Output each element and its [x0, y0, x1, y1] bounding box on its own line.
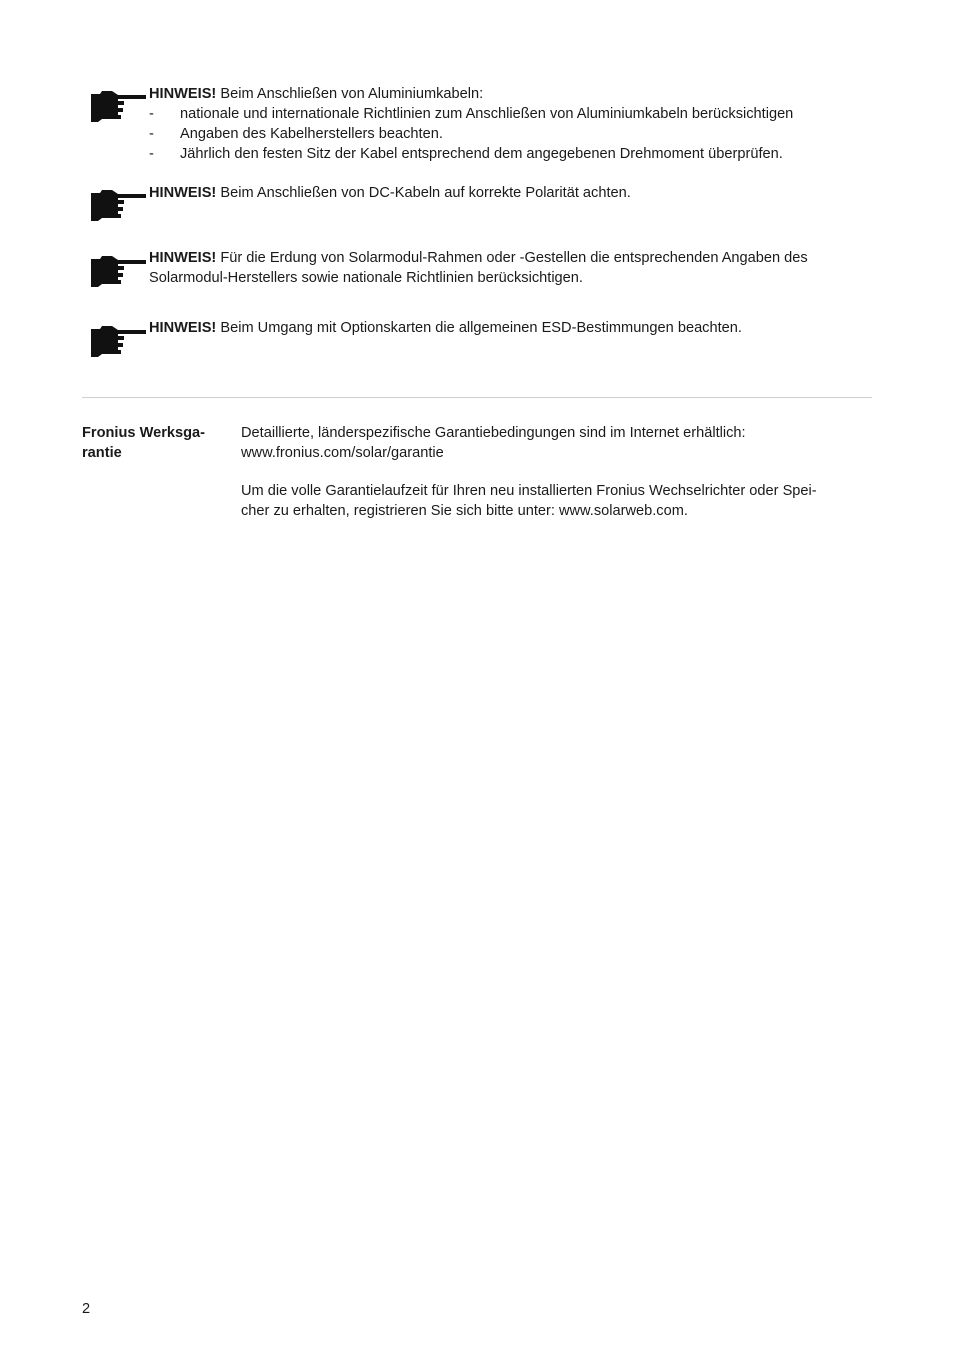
notice-label: HINWEIS! [149, 320, 217, 336]
bullet-dash: - [149, 126, 154, 142]
notice-text: Beim Anschließen von DC-Kabeln auf korrekte Polarität achten. [216, 185, 631, 201]
section-divider [82, 397, 872, 398]
warranty-paragraph: Detaillierte, länderspezifische Garantiebedingungen sind im Internet erhältlich: www.fronius.com/solar/garantie [241, 425, 746, 461]
list-item: - nationale und internationale Richtlinien zum Anschließen von Aluminiumkabeln berücksichtigen [149, 106, 794, 122]
notice-label: HINWEIS! [149, 185, 217, 201]
notice-text: Beim Umgang mit Optionskarten die allgemeinen ESD-Bestimmungen beachten. [216, 320, 742, 336]
warranty-body [241, 423, 874, 539]
list-item: - Angaben des Kabelherstellers beachten. [149, 126, 443, 142]
notice-text: Für die Erdung von Solarmodul-Rahmen oder -Gestellen die entsprechenden Angaben des Solarmodul-Herstellers sowie nationale Richtlinien berücksichtigen. [149, 250, 808, 286]
pointing-hand-icon [88, 88, 148, 124]
warranty-url: www.fronius.com/solar/garantie [241, 445, 444, 461]
bullet-dash: - [149, 146, 154, 162]
notice-label: HINWEIS! [149, 86, 217, 102]
pointing-hand-icon [88, 187, 148, 223]
pointing-hand-icon [88, 253, 148, 289]
registration-paragraph: Um die volle Garantielaufzeit für Ihren neu installierten Fronius Wechselrichter oder Spei- cher zu erhalten, registrieren Sie sich bitte unter: www.solarweb.com. [241, 483, 817, 519]
pointing-hand-icon [88, 323, 148, 359]
notice-label: HINWEIS! [149, 250, 217, 266]
notice-text: Beim Anschließen von Aluminiumkabeln: [216, 86, 484, 102]
section-title-warranty: Fronius Werksga- rantie [82, 425, 205, 461]
list-item: - Jährlich den festen Sitz der Kabel entsprechend dem angegebenen Drehmoment überprüfen. [149, 146, 783, 162]
page-number: 2 [82, 1301, 91, 1317]
notice-bullet-list [149, 104, 874, 164]
bullet-dash: - [149, 106, 154, 122]
